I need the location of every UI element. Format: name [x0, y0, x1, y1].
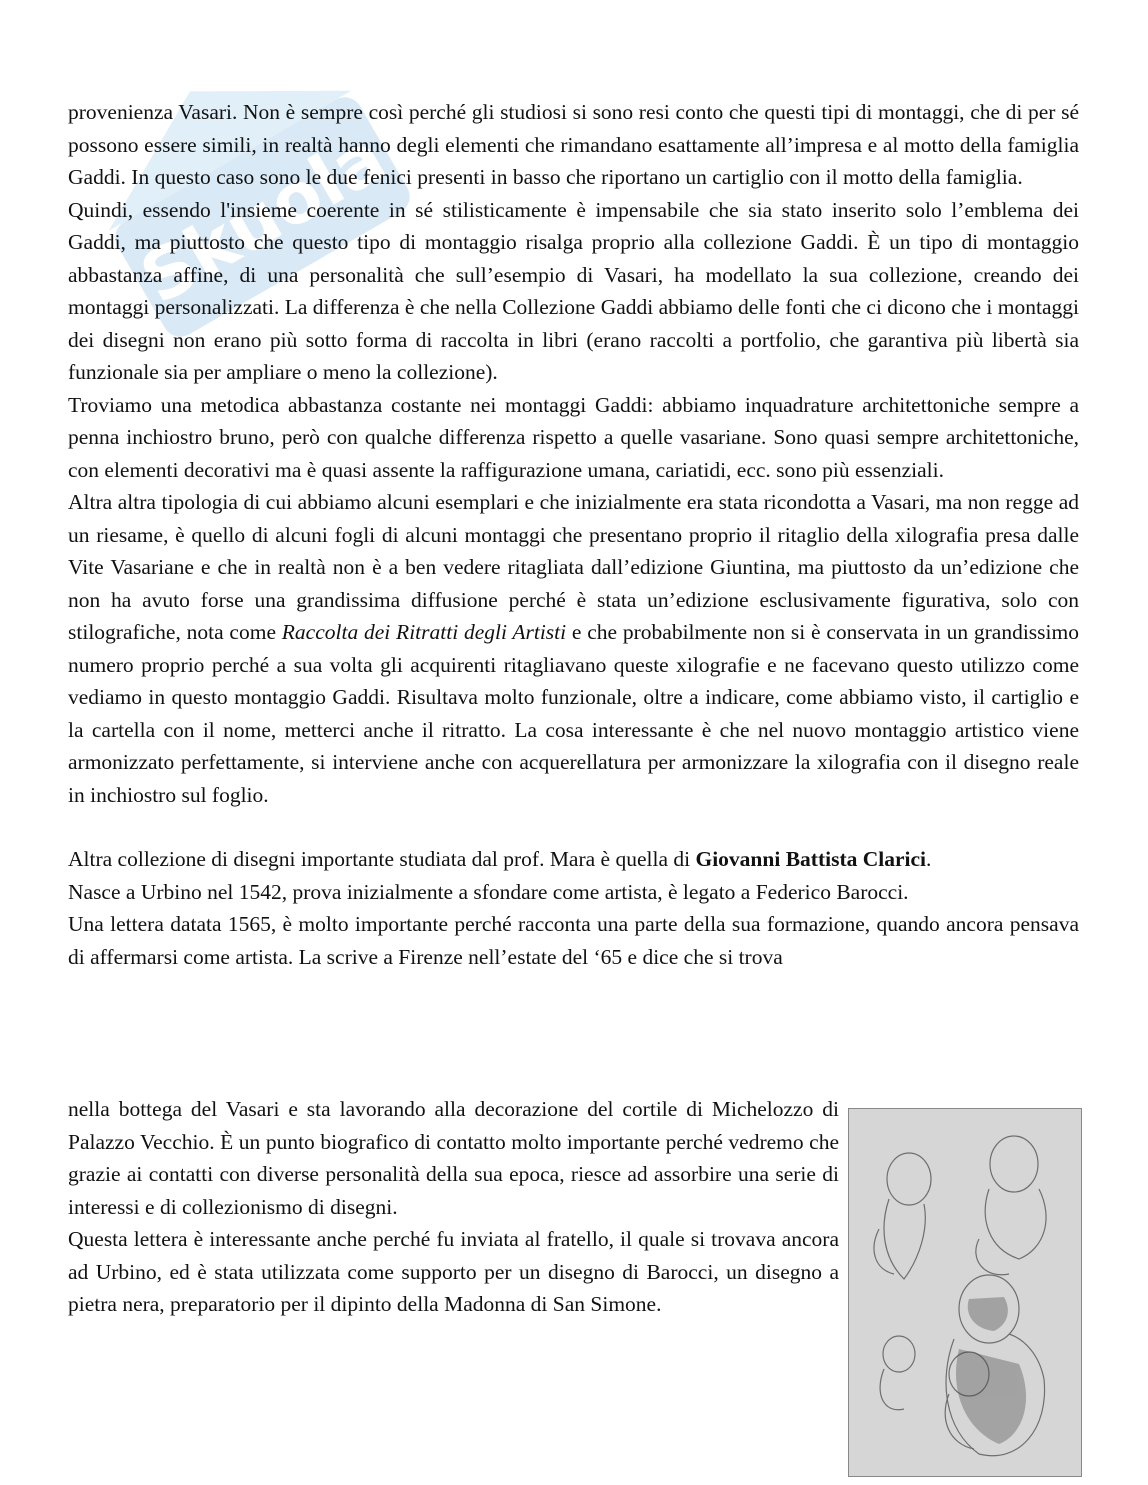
paragraph — [68, 486, 1079, 811]
paragraph: Una lettera datata 1565, è molto importante perché racconta una parte della sua formazione, quando ancora pensava di affermarsi come artista. La scrive a Firenze nell’estate del ‘65 e dice che si trova — [68, 912, 1079, 969]
paragraph: Quindi, essendo l'insieme coerente in sé stilisticamente è impensabile che sia stato inserito solo l’emblema dei Gaddi, ma piuttosto che questo tipo di montaggio risalga proprio alla collezione Gaddi. È un tipo di montaggio abbastanza affine, di una personalità che sull’esempio di Vasari, ha modellato la sua collezione, creando dei montaggi personalizzati. La differenza è che nella Collezione Gaddi abbiamo delle fonti che ci dicono che i montaggi dei disegni non erano più sotto forma di raccolta in libri (erano raccolti a portfolio, che garantiva più libertà sia funzionale sia per ampliare o meno la collezione). — [68, 197, 1079, 384]
paragraph: nella bottega del Vasari e sta lavorando alla decorazione del cortile di Michelozzo di Palazzo Vecchio. È un punto biografico di contatto molto importante perché vedremo che grazie ai contatti con diverse personalità della sua epoca, riesce ad assorbire una serie di interessi e di collezionismo di disegni. — [68, 1097, 839, 1219]
text-run: Altra collezione di disegni importante studiata dal prof. Mara è quella di — [68, 847, 696, 871]
paragraph — [68, 843, 1079, 876]
text-run: Altra altra tipologia di cui abbiamo alcuni esemplari e che inizialmente era stata ricondotta a Vasari, ma non regge ad un riesame, è quello di alcuni fogli di alcuni montaggi che presentano proprio il ritaglio della xilografia presa dalle Vite Vasariane e che in realtà non è a ben vedere ritagliata dall’edizione Giuntina, ma piuttosto da un’edizione che non ha avuto forse una grandissima diffusione perché è stata un’edizione esclusivamente figurativa, solo con stilografiche, nota come — [68, 490, 1079, 644]
paragraph: Troviamo una metodica abbastanza costante nei montaggi Gaddi: abbiamo inquadrature architettoniche sempre a penna inchiostro bruno, però con qualche differenza rispetto a quelle vasariane. Sono quasi sempre architettoniche, con elementi decorativi ma è quasi assente la raffigurazione umana, cariatidi, ecc. sono più essenziali. — [68, 392, 1079, 482]
text-run: . — [926, 847, 932, 871]
sketch-drawing-icon — [849, 1109, 1081, 1476]
paragraph: Nasce a Urbino nel 1542, prova inizialmente a sfondare come artista, è legato a Federico Barocci. — [68, 879, 909, 904]
bold-name: Giovanni Battista Clarici — [695, 847, 927, 871]
drawing-image — [848, 1108, 1082, 1477]
paragraph: Questa lettera è interessante anche perché fu inviata al fratello, il quale si trovava ancora ad Urbino, ed è stata utilizzata come supporto per un disegno di Barocci, un disegno a pietra nera, preparatorio per il dipinto della Madonna di San Simone. — [68, 1227, 839, 1316]
text-beside-figure — [68, 1093, 839, 1321]
italic-title: Raccolta dei Ritratti degli Artisti — [281, 620, 567, 644]
text-run: e che probabilmente non si è conservata in un grandissimo numero proprio perché a sua volta gli acquirenti ritagliavano queste xilografie e ne facevano questo utilizzo come vediamo in questo montaggio Gaddi. Risultava molto funzionale, oltre a indicare, come abbiamo visto, il cartiglio e la cartella con il nome, metterci anche il ritratto. La cosa interessante è che nel nuovo montaggio artistico viene armonizzato perfettamente, si interviene anche con acquerellatura per armonizzare la xilografia con il disegno reale in inchiostro sul foglio. — [68, 620, 1079, 807]
watermark-text: Skuola — [127, 115, 399, 320]
main-text-block — [68, 96, 1079, 973]
paragraph: provenienza Vasari. Non è sempre così perché gli studiosi si sono resi conto che questi tipi di montaggi, che di per sé possono essere simili, in realtà hanno degli elementi che rimandano esattamente all’impresa e al motto della famiglia Gaddi. In questo caso sono le due fenici presenti in basso che riportano un cartiglio con il motto della famiglia. — [68, 100, 1079, 189]
